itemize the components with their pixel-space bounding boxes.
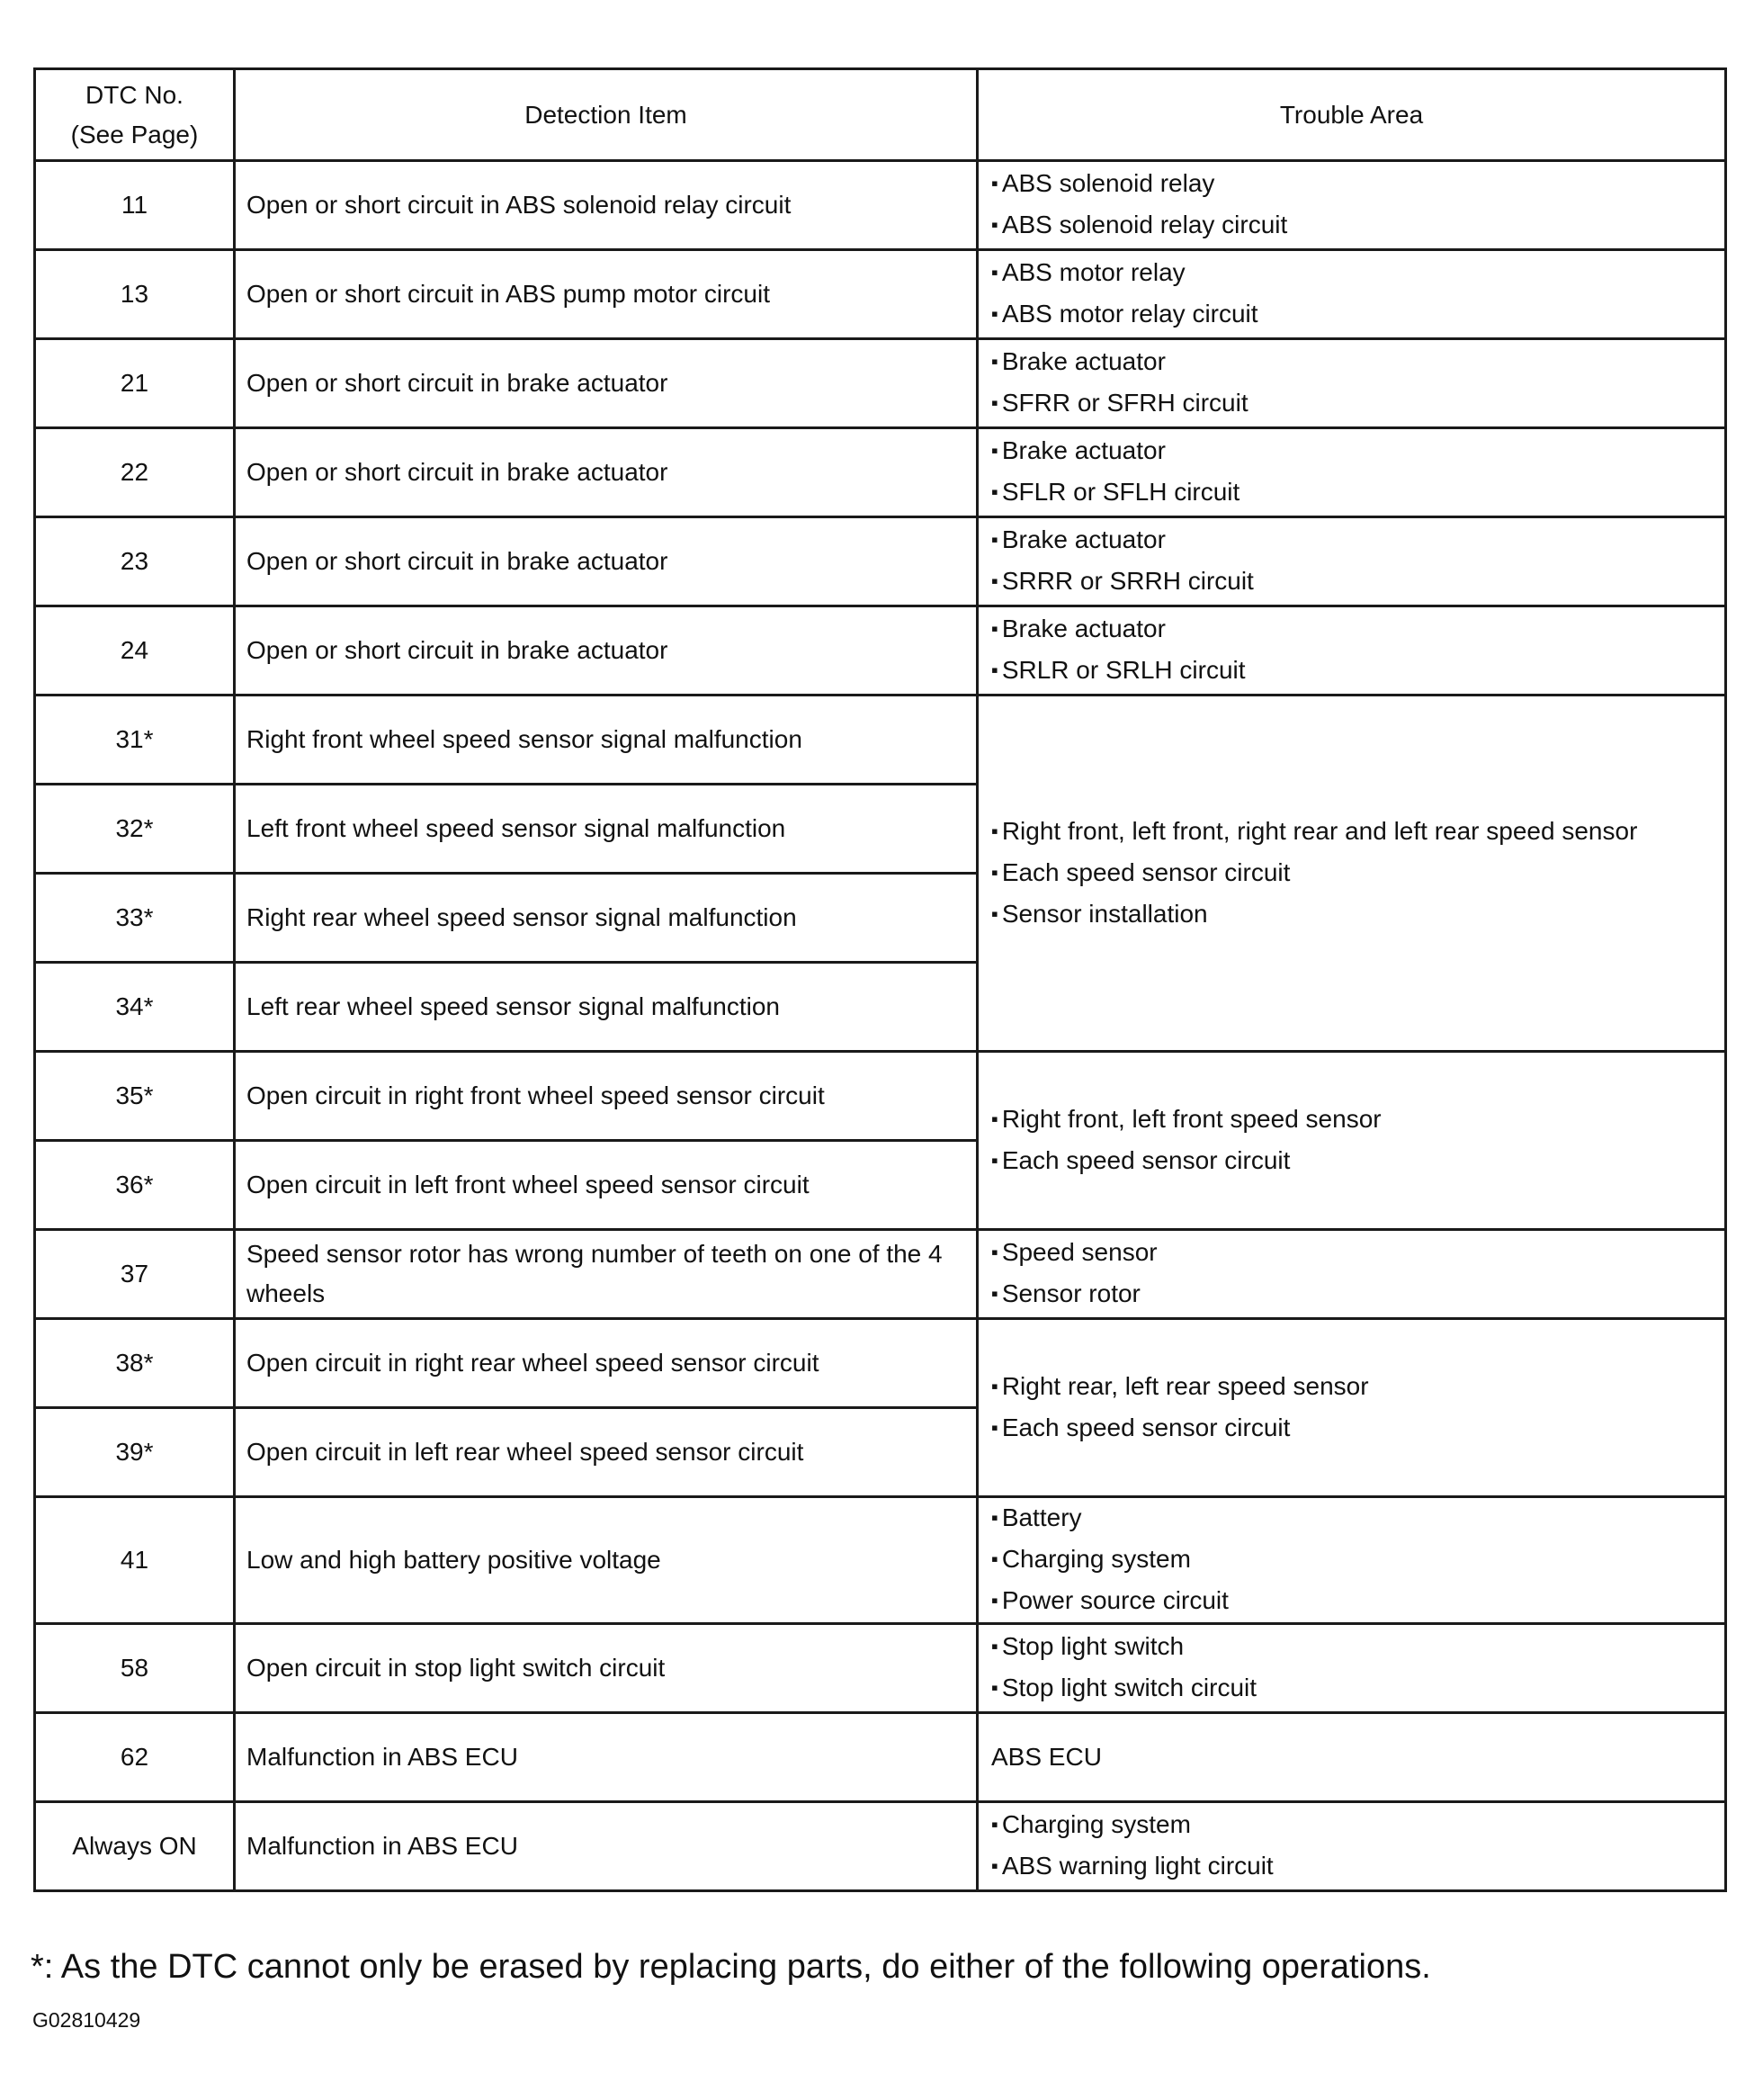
header-dtc-no <box>35 69 235 161</box>
trouble-area-item: ▪ Right front, left front, right rear and left rear speed sensor <box>991 812 1714 853</box>
trouble-area-item: ▪ Brake actuator <box>991 431 1714 472</box>
table-body <box>35 161 1726 1891</box>
dtc-number-cell: 22 <box>35 428 235 517</box>
detection-item-cell: Right front wheel speed sensor signal malfunction <box>235 696 978 785</box>
trouble-area-cell <box>978 250 1726 339</box>
trouble-area-item: ▪ ABS solenoid relay circuit <box>991 205 1714 247</box>
footnote: *: As the DTC cannot only be erased by replacing parts, do either of the following operations. <box>31 1948 1431 1986</box>
dtc-number-cell: 58 <box>35 1624 235 1713</box>
table-row <box>35 1319 1726 1408</box>
detection-item-cell: Open circuit in stop light switch circuit <box>235 1624 978 1713</box>
trouble-area-item: ▪ ABS motor relay <box>991 253 1714 294</box>
trouble-area-item: ▪ Speed sensor <box>991 1233 1714 1274</box>
trouble-area-item: ▪ Each speed sensor circuit <box>991 1408 1714 1449</box>
dtc-number-cell: Always ON <box>35 1802 235 1891</box>
table-row <box>35 1052 1726 1141</box>
detection-item-cell: Speed sensor rotor has wrong number of teeth on one of the 4 wheels <box>235 1230 978 1319</box>
trouble-area-item: ▪ ABS motor relay circuit <box>991 294 1714 336</box>
dtc-number-cell: 41 <box>35 1497 235 1624</box>
table-row <box>35 1713 1726 1802</box>
dtc-number-cell: 39* <box>35 1408 235 1497</box>
trouble-area-cell <box>978 1230 1726 1319</box>
detection-item-cell: Malfunction in ABS ECU <box>235 1802 978 1891</box>
table-row <box>35 1230 1726 1319</box>
header-detection-item: Detection Item <box>235 69 978 161</box>
trouble-area-item: ▪ Sensor rotor <box>991 1274 1714 1315</box>
table-row <box>35 250 1726 339</box>
dtc-number-cell: 37 <box>35 1230 235 1319</box>
trouble-area-cell <box>978 1713 1726 1802</box>
trouble-area-item: ▪ Brake actuator <box>991 609 1714 651</box>
trouble-area-item: ▪ Brake actuator <box>991 520 1714 561</box>
trouble-area-cell <box>978 1497 1726 1624</box>
trouble-area-cell <box>978 606 1726 696</box>
trouble-area-item: ▪ Right front, left front speed sensor <box>991 1099 1714 1141</box>
dtc-number-cell: 35* <box>35 1052 235 1141</box>
figure-id: G02810429 <box>32 2008 141 2032</box>
trouble-area-cell <box>978 1802 1726 1891</box>
trouble-area-item: ▪ SRLR or SRLH circuit <box>991 651 1714 692</box>
dtc-number-cell: 11 <box>35 161 235 250</box>
header-dtc-line2: (See Page) <box>70 120 199 148</box>
trouble-area-cell <box>978 696 1726 1052</box>
table-row <box>35 1497 1726 1624</box>
trouble-area-cell <box>978 1319 1726 1497</box>
dtc-number-cell: 62 <box>35 1713 235 1802</box>
detection-item-cell: Right rear wheel speed sensor signal malfunction <box>235 874 978 963</box>
detection-item-cell: Low and high battery positive voltage <box>235 1497 978 1624</box>
detection-item-cell: Open or short circuit in ABS pump motor circuit <box>235 250 978 339</box>
dtc-number-cell: 33* <box>35 874 235 963</box>
dtc-number-cell: 34* <box>35 963 235 1052</box>
trouble-area-item: ▪ Right rear, left rear speed sensor <box>991 1367 1714 1408</box>
table-row <box>35 1624 1726 1713</box>
trouble-area-cell <box>978 428 1726 517</box>
trouble-area-item: ▪ Brake actuator <box>991 342 1714 383</box>
trouble-area-item: ▪ Stop light switch circuit <box>991 1668 1714 1710</box>
trouble-area-item: ▪ ABS solenoid relay <box>991 164 1714 205</box>
trouble-area-cell <box>978 1624 1726 1713</box>
detection-item-cell: Left front wheel speed sensor signal malfunction <box>235 785 978 874</box>
table-row <box>35 428 1726 517</box>
trouble-area-item: ▪ Each speed sensor circuit <box>991 853 1714 894</box>
table-row <box>35 606 1726 696</box>
header-trouble-area: Trouble Area <box>978 69 1726 161</box>
trouble-area-item: ▪ Sensor installation <box>991 894 1714 936</box>
trouble-area-item: ▪ SFLR or SFLH circuit <box>991 472 1714 514</box>
detection-item-cell: Open circuit in right front wheel speed sensor circuit <box>235 1052 978 1141</box>
trouble-area-item: ▪ Battery <box>991 1498 1714 1539</box>
trouble-area-item: ▪ SRRR or SRRH circuit <box>991 561 1714 603</box>
table-row <box>35 339 1726 428</box>
detection-item-cell: Open circuit in left rear wheel speed sensor circuit <box>235 1408 978 1497</box>
dtc-number-cell: 38* <box>35 1319 235 1408</box>
trouble-area-cell <box>978 339 1726 428</box>
trouble-area-cell <box>978 517 1726 606</box>
trouble-area-item: ▪ ABS warning light circuit <box>991 1846 1714 1888</box>
dtc-number-cell: 24 <box>35 606 235 696</box>
trouble-area-cell <box>978 161 1726 250</box>
header-dtc-line1: DTC No. <box>85 80 183 109</box>
trouble-area-cell <box>978 1052 1726 1230</box>
table-header-row <box>35 69 1726 161</box>
dtc-table <box>33 67 1727 1892</box>
trouble-area-item: ▪ Power source circuit <box>991 1581 1714 1622</box>
table-row <box>35 517 1726 606</box>
dtc-number-cell: 31* <box>35 696 235 785</box>
table-row <box>35 696 1726 785</box>
trouble-area-text: ABS ECU <box>991 1743 1102 1771</box>
detection-item-cell: Open or short circuit in brake actuator <box>235 606 978 696</box>
detection-item-cell: Open or short circuit in brake actuator <box>235 517 978 606</box>
detection-item-cell: Open circuit in left front wheel speed sensor circuit <box>235 1141 978 1230</box>
trouble-area-item: ▪ Stop light switch <box>991 1627 1714 1668</box>
trouble-area-item: ▪ Charging system <box>991 1539 1714 1581</box>
trouble-area-item: ▪ Charging system <box>991 1805 1714 1846</box>
trouble-area-item: ▪ SFRR or SFRH circuit <box>991 383 1714 425</box>
dtc-number-cell: 13 <box>35 250 235 339</box>
detection-item-cell: Malfunction in ABS ECU <box>235 1713 978 1802</box>
dtc-number-cell: 32* <box>35 785 235 874</box>
detection-item-cell: Open circuit in right rear wheel speed sensor circuit <box>235 1319 978 1408</box>
dtc-number-cell: 36* <box>35 1141 235 1230</box>
dtc-number-cell: 21 <box>35 339 235 428</box>
table-row <box>35 161 1726 250</box>
detection-item-cell: Open or short circuit in brake actuator <box>235 428 978 517</box>
detection-item-cell: Left rear wheel speed sensor signal malfunction <box>235 963 978 1052</box>
dtc-number-cell: 23 <box>35 517 235 606</box>
detection-item-cell: Open or short circuit in ABS solenoid relay circuit <box>235 161 978 250</box>
table-row <box>35 1802 1726 1891</box>
trouble-area-item: ▪ Each speed sensor circuit <box>991 1141 1714 1182</box>
detection-item-cell: Open or short circuit in brake actuator <box>235 339 978 428</box>
